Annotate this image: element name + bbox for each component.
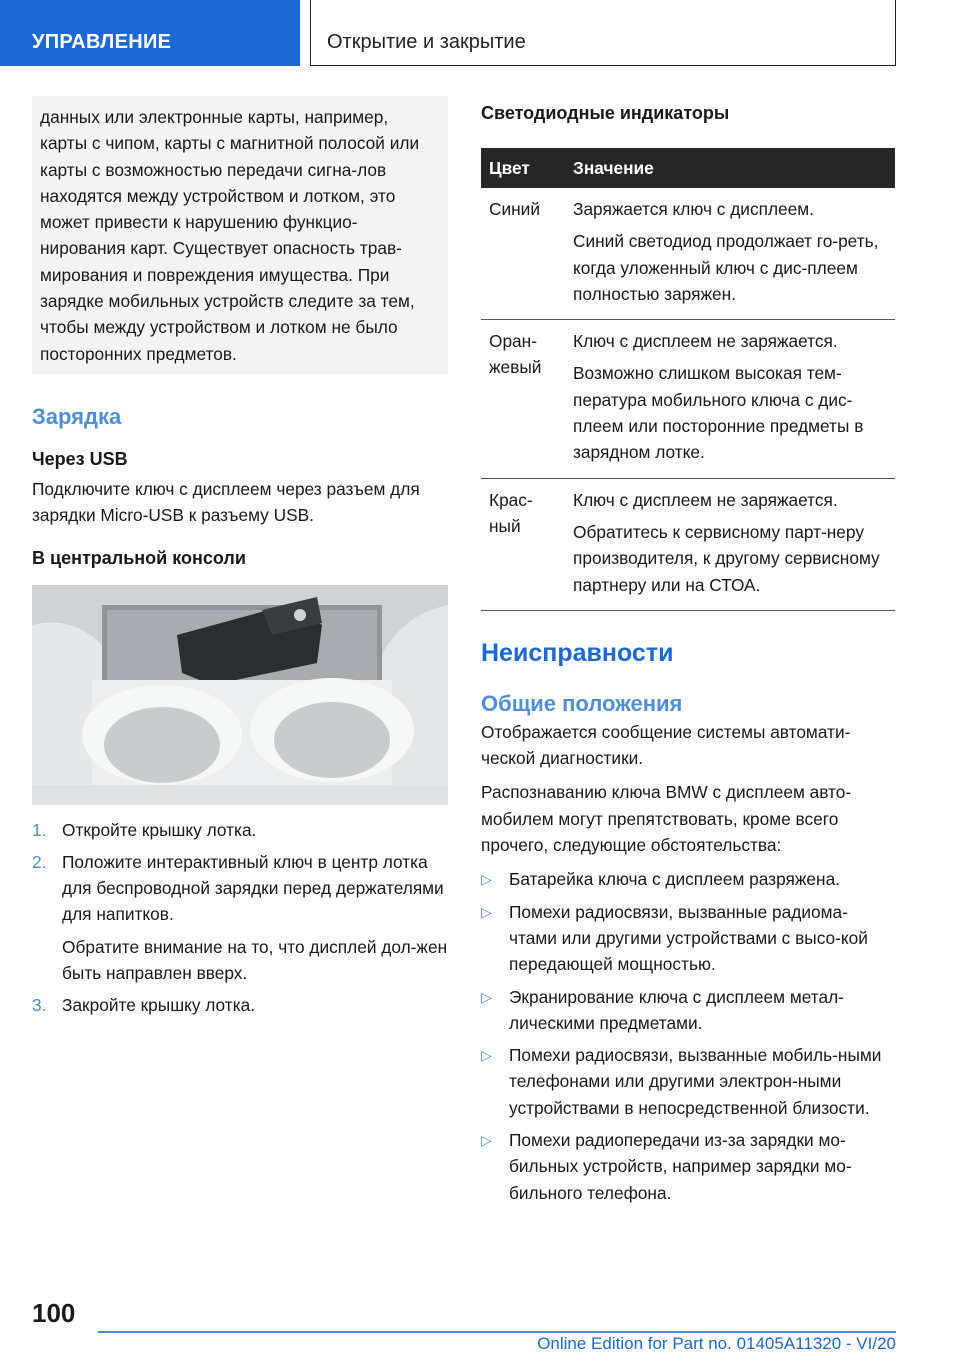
triangle-right-icon: ▷ [481, 1047, 492, 1064]
section-tab: УПРАВЛЕНИЕ [0, 0, 300, 66]
general-heading: Общие положения [481, 690, 683, 716]
meaning-line: Заряжается ключ с дисплеем. [573, 199, 814, 219]
led-color-cell: Оран-жевый [481, 320, 565, 478]
list-item [481, 1127, 895, 1206]
faults-heading: Неисправности [481, 638, 674, 667]
step-text: Закройте крышку лотка. [62, 995, 256, 1016]
console-photo [32, 585, 448, 805]
meaning-line: Синий светодиод продолжает го-реть, когда уложенный ключ с дис-плеем полностью заряжен. [573, 231, 879, 304]
bullet-list [481, 866, 895, 1206]
console-illustration [32, 585, 448, 805]
bullet-text: Помехи радиосвязи, вызванные мобиль-ными телефонами или другими электрон-ными устройствами в непосредственной близости. [509, 1045, 882, 1118]
steps-list [32, 817, 448, 1019]
right-column [481, 96, 895, 1212]
step-number: 3. [32, 995, 47, 1016]
warning-box [32, 96, 448, 374]
meaning-line: Ключ с дисплеем не заряжается. [573, 331, 838, 352]
led-color-cell: Крас-ный [481, 478, 565, 610]
general-text: Отображается сообщение системы автомати-ческой диагностики. [481, 721, 851, 769]
page-number: 100 [32, 1298, 76, 1328]
meaning-line: Возможно слишком высокая тем-пература мобильного ключа с дис-плеем или посторонние предметы в зарядном лотке. [573, 363, 864, 463]
left-column [32, 96, 448, 1025]
step-number: 1. [32, 819, 47, 840]
table-header-row [481, 148, 895, 188]
column-header-color: Цвет [481, 148, 565, 188]
list-item [481, 984, 895, 1037]
step-item [32, 849, 448, 986]
footer-divider [98, 1331, 896, 1333]
console-heading: В центральной консоли [32, 547, 246, 568]
usb-text: Подключите ключ с дисплеем через разъем для зарядки Micro-USB к разъему USB. [32, 479, 420, 526]
step-text: Положите интерактивный ключ в центр лотка для беспроводной зарядки перед держателями для напитков. [62, 851, 444, 925]
list-item [481, 899, 895, 978]
bullet-text: Экранирование ключа с дисплеем метал-лическими предметами. [509, 986, 844, 1033]
list-item [481, 866, 895, 892]
led-meaning-cell [565, 188, 895, 320]
column-header-meaning: Значение [565, 148, 895, 188]
recognition-text: Распознаванию ключа BMW с дисплеем авто-мобилем могут препятствовать, кроме всего прочего, следующие обстоятельства: [481, 782, 852, 856]
table-row [481, 320, 895, 478]
bullet-text: Помехи радиосвязи, вызванные радиома-чтами или другими устройствами с высо-кой передающей мощностью. [509, 901, 868, 975]
led-table-title: Светодиодные индикаторы [481, 103, 730, 123]
bullet-text: Батарейка ключа с дисплеем разряжена. [509, 869, 840, 890]
chapter-title: Открытие и закрытие [310, 0, 896, 66]
triangle-right-icon: ▷ [481, 871, 492, 888]
led-table [481, 148, 895, 611]
step-text: Откройте крышку лотка. [62, 819, 257, 840]
step-note: Обратите внимание на то, что дисплей дол-жен быть направлен вверх. [62, 936, 448, 984]
warning-text: данных или электронные карты, например, карты с чипом, карты с магнитной полосой или карты с возможностью передачи сигна-лов находятся между устройством и лотком, это может привести к нарушению функцио-нирования карт. Существует опасность трав-мирования и повреждения имущества. При зарядке мобильных устройств следите за тем, чтобы между устройством и лотком не было посторонних предметов. [40, 107, 420, 364]
triangle-right-icon: ▷ [481, 988, 492, 1005]
charging-heading: Зарядка [32, 404, 122, 429]
step-item [32, 817, 448, 843]
meaning-line: Обратитесь к сервисному парт-неру производителя, к другому сервисному партнеру или на СТОА. [573, 521, 880, 595]
triangle-right-icon: ▷ [481, 903, 492, 920]
usb-heading: Через USB [32, 449, 128, 469]
led-meaning-cell [565, 478, 895, 610]
table-row [481, 478, 895, 610]
edition-link[interactable]: Online Edition for Part no. 01405A11320 - VI/20 [537, 1334, 896, 1353]
led-color-cell: Синий [481, 188, 565, 320]
step-number: 2. [32, 851, 47, 872]
page-footer [0, 1290, 960, 1362]
triangle-right-icon: ▷ [481, 1132, 492, 1149]
list-item [481, 1042, 895, 1121]
meaning-line: Ключ с дисплеем не заряжается. [573, 489, 838, 510]
page-header [0, 0, 960, 66]
step-item [32, 992, 448, 1018]
bullet-text: Помехи радиопередачи из-за зарядки мо-бильных устройств, например зарядки мо-бильного телефона. [509, 1130, 852, 1203]
led-meaning-cell [565, 320, 895, 478]
table-row [481, 188, 895, 320]
